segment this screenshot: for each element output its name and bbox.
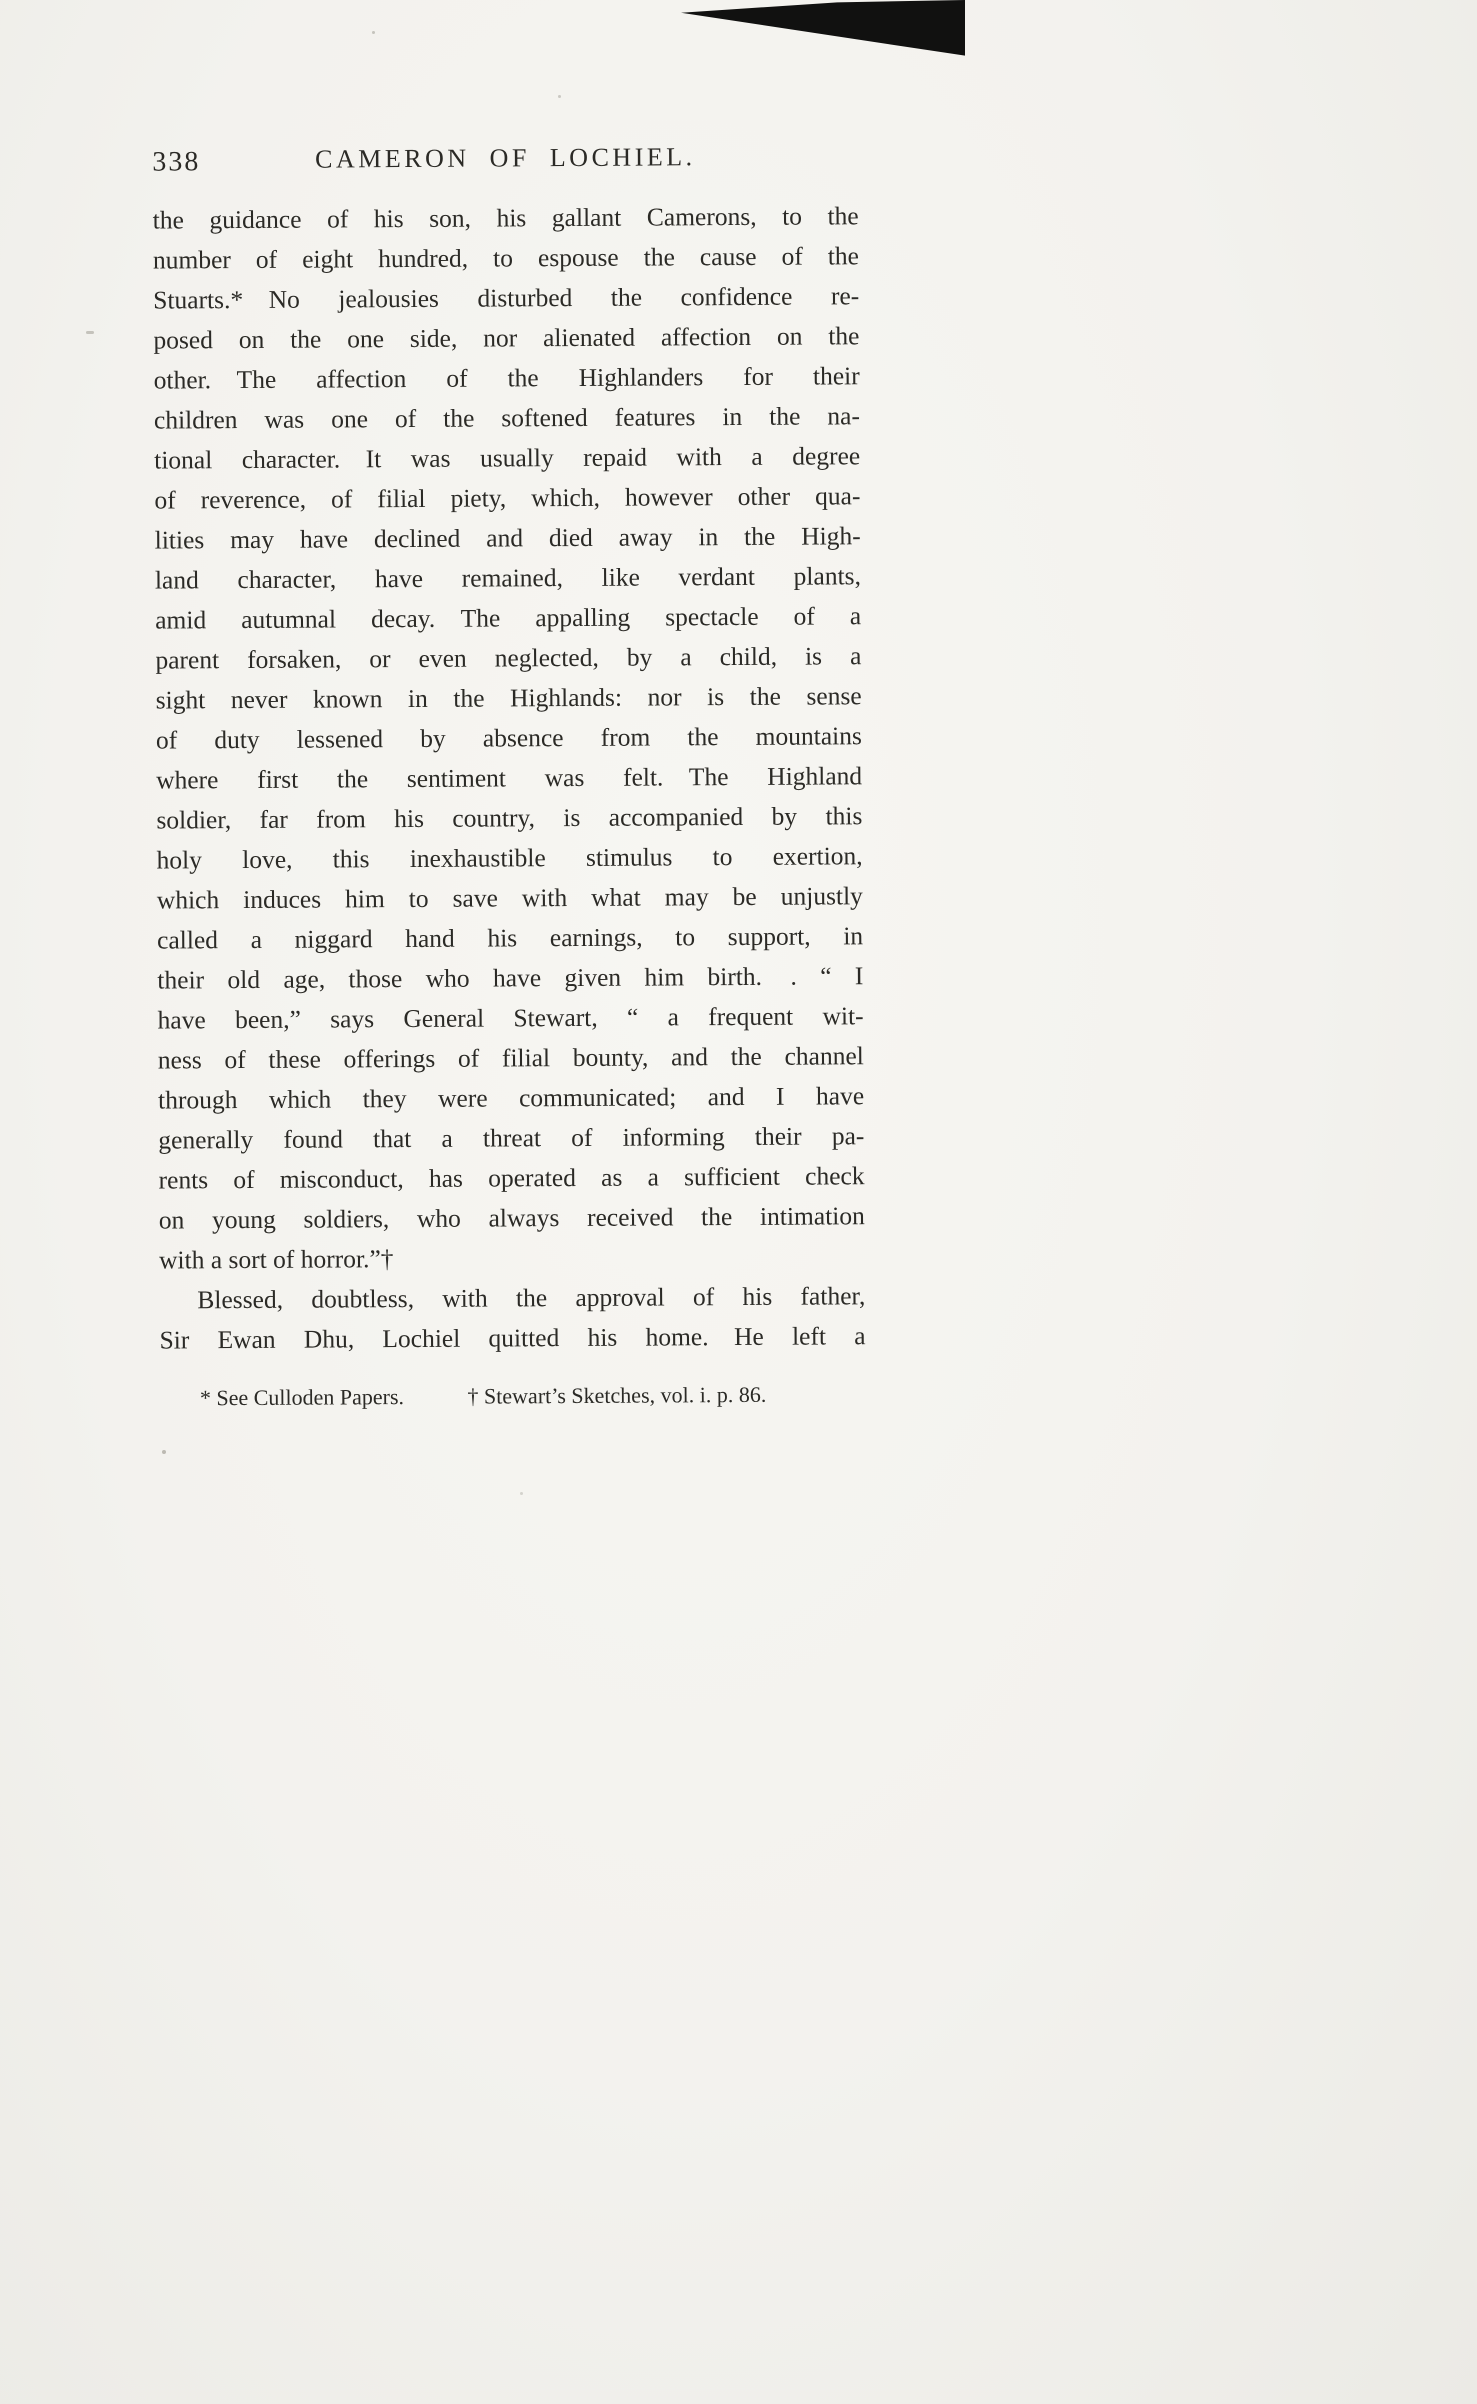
text-line: tional character. It was usually repaid with a degree [154,441,861,475]
text-line: through which they were communicated; and I have [158,1081,865,1115]
text-line: posed on the one side, nor alienated affection on the [153,321,860,355]
scan-speck [162,1450,166,1454]
text-line: of reverence, of filial piety, which, however other qua- [154,481,861,515]
body-text [153,196,866,1360]
text-line: the guidance of his son, his gallant Camerons, to the [152,201,859,235]
text-line: of duty lessened by absence from the mountains [155,721,862,755]
paragraph-continued [153,196,866,1280]
text-line: rents of misconduct, has operated as a sufficient check [158,1161,865,1195]
text-line: where first the sentiment was felt. The Highland [156,761,863,795]
text-line: parent forsaken, or even neglected, by a child, is a [155,641,862,675]
text-line: sight never known in the Highlands: nor is the sense [155,681,862,715]
footnote-culloden-papers: * See Culloden Papers. [199,1384,405,1411]
text-line: which induces him to save with what may be unjustly [156,881,863,915]
text-line: land character, have remained, like verdant plants, [154,561,861,595]
page-number: 338 [152,146,201,178]
scan-speck [372,31,375,34]
text-line: ness of these offerings of filial bounty, and the channel [157,1041,864,1075]
footnote-stewarts-sketches: † Stewart’s Sketches, vol. i. p. 86. [467,1381,767,1409]
text-line: other. The affection of the Highlanders for their [153,361,860,395]
text-line: lities may have declined and died away in the High- [154,521,861,555]
text-line: Sir Ewan Dhu, Lochiel quitted his home. He left a [159,1321,866,1355]
scan-speck [558,95,561,98]
text-line: their old age, those who have given him birth. . “ I [157,961,864,995]
text-line: number of eight hundred, to espouse the cause of the [152,241,860,275]
scan-speck [520,1492,523,1495]
text-line: have been,” says General Stewart, “ a frequent wit- [157,1001,864,1035]
paragraph-new [159,1276,865,1360]
running-header: CAMERON OF LOCHIEL. [315,142,696,174]
text-line: generally found that a threat of informing their pa- [158,1121,865,1155]
text-line: amid autumnal decay. The appalling spectacle of a [155,601,862,635]
text-line: children was one of the softened features in the na- [153,401,861,435]
text-line: with a sort of horror.”† [158,1244,394,1275]
text-line: Blessed, doubtless, with the approval of his father, [197,1281,866,1315]
text-line: on young soldiers, who always received the intimation [158,1201,865,1235]
footnotes [160,1381,866,1411]
text-line: holy love, this inexhaustible stimulus to exertion, [156,841,863,875]
text-line: soldier, far from his country, is accompanied by this [156,801,863,835]
page-head [152,141,858,183]
text-line: Stuarts.* No jealousies disturbed the confidence re- [153,281,860,315]
text-line: called a niggard hand his earnings, to support, in [157,921,864,955]
scan-speck [86,331,94,334]
